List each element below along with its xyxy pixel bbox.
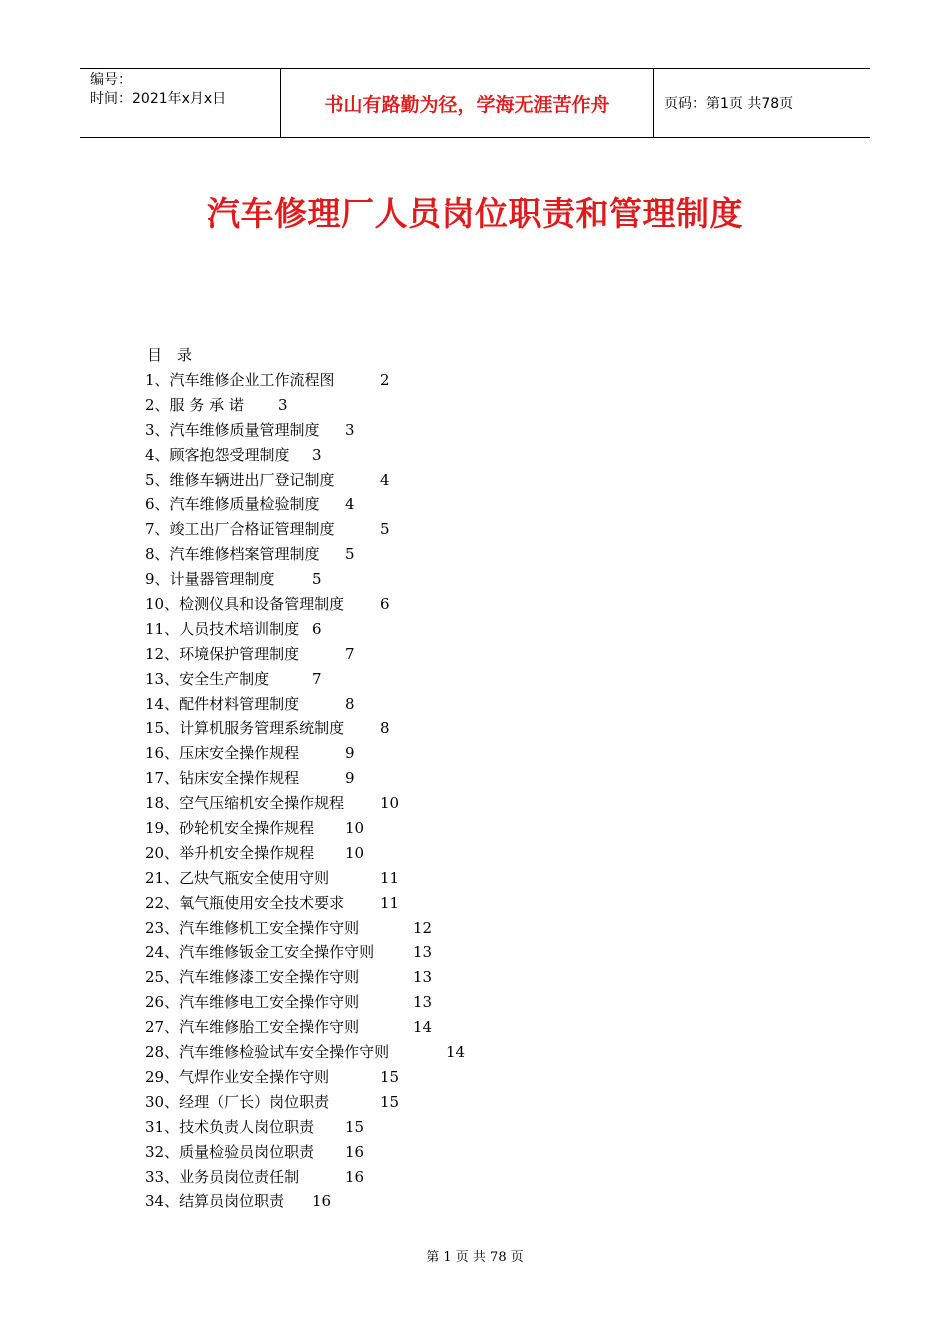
toc-item-number: 28、 xyxy=(145,1043,180,1062)
toc-item-number: 5、 xyxy=(145,470,170,489)
toc-item-page: 5 xyxy=(345,545,355,564)
toc-item-number: 1、 xyxy=(145,371,170,389)
document-date: 时间：2021年x月x日 xyxy=(90,91,227,107)
toc-item-title: 乙炔气瓶安全使用守则 xyxy=(179,868,330,887)
toc-item-title: 汽车维修质量管理制度 xyxy=(169,420,320,439)
toc-item-page: 10 xyxy=(345,843,365,862)
toc-item-title: 计量器管理制度 xyxy=(169,570,275,589)
toc-item xyxy=(145,1140,389,1165)
toc-item xyxy=(145,567,389,592)
toc-item xyxy=(145,542,389,567)
toc-item-title: 技术负责人岗位职责 xyxy=(179,1117,315,1136)
toc-item-page: 14 xyxy=(413,1018,433,1037)
toc-item xyxy=(145,1115,389,1140)
toc-item-title: 配件材料管理制度 xyxy=(179,694,300,713)
toc-item-page: 16 xyxy=(345,1167,365,1186)
toc-item-page: 2 xyxy=(380,371,390,389)
toc-item xyxy=(145,1065,400,1090)
toc-heading: 目 录 xyxy=(147,346,193,364)
toc-item-title: 汽车维修检验试车安全操作守则 xyxy=(179,1043,390,1062)
toc-item-page: 5 xyxy=(312,570,322,589)
toc-item-page: 8 xyxy=(345,694,355,713)
toc-item xyxy=(145,418,389,443)
toc-item-number: 8、 xyxy=(145,545,170,564)
toc-item-title: 钻床安全操作规程 xyxy=(179,769,300,788)
toc-item-number: 15、 xyxy=(145,719,180,738)
toc-item-number: 20、 xyxy=(145,843,180,862)
toc-item xyxy=(145,368,389,393)
toc-item-title: 气焊作业安全操作守则 xyxy=(179,1067,330,1086)
toc-item-title: 顾客抱怨受理制度 xyxy=(169,445,290,464)
toc-item-title: 检测仪具和设备管理制度 xyxy=(179,595,345,614)
document-number-label: 编号： xyxy=(90,72,132,88)
toc-item-page: 15 xyxy=(380,1092,400,1111)
toc-item-title: 服 务 承 诺 xyxy=(169,395,244,414)
toc-item-number: 6、 xyxy=(145,495,170,514)
header-meta-cell xyxy=(80,69,281,137)
toc-item-title: 砂轮机安全操作规程 xyxy=(179,819,315,838)
toc-item xyxy=(145,766,389,791)
toc-item-number: 29、 xyxy=(145,1067,180,1086)
toc-item-title: 空气压缩机安全操作规程 xyxy=(179,794,345,813)
toc-item-number: 14、 xyxy=(145,694,180,713)
toc-item-number: 16、 xyxy=(145,744,180,763)
toc-item-number: 21、 xyxy=(145,868,180,887)
toc-item-title: 汽车维修企业工作流程图 xyxy=(169,371,335,389)
toc-item-number: 18、 xyxy=(145,794,180,813)
toc-item-number: 26、 xyxy=(145,993,180,1012)
toc-item-page: 12 xyxy=(413,918,433,937)
toc-item-page: 14 xyxy=(446,1043,466,1062)
toc-item xyxy=(145,617,389,642)
toc-item-page: 13 xyxy=(413,968,433,987)
header-page-info: 页码：第1页 共78页 xyxy=(664,96,794,112)
toc-item-number: 9、 xyxy=(145,570,170,589)
toc-item-title: 举升机安全操作规程 xyxy=(179,843,315,862)
toc-item-number: 19、 xyxy=(145,819,180,838)
toc-item-number: 2、 xyxy=(145,395,170,414)
toc-item-number: 11、 xyxy=(145,619,180,638)
toc-item-number: 34、 xyxy=(145,1192,180,1211)
toc-item-title: 质量检验员岗位职责 xyxy=(179,1142,315,1161)
toc-item-title: 计算机服务管理系统制度 xyxy=(179,719,345,738)
toc-item-title: 竣工出厂合格证管理制度 xyxy=(169,520,335,539)
toc-item-number: 30、 xyxy=(145,1092,180,1111)
toc-item-page: 10 xyxy=(345,819,365,838)
toc-item-title: 结算员岗位职责 xyxy=(179,1192,285,1211)
toc-item-number: 22、 xyxy=(145,893,180,912)
toc-item-number: 24、 xyxy=(145,943,180,962)
toc-item-title: 汽车维修钣金工安全操作守则 xyxy=(179,943,375,962)
toc-item-page: 13 xyxy=(413,993,433,1012)
toc-item-title: 汽车维修电工安全操作守则 xyxy=(179,993,360,1012)
toc-item xyxy=(145,692,389,717)
toc-item xyxy=(145,791,400,816)
toc-item-page: 15 xyxy=(380,1067,400,1086)
toc-item xyxy=(145,1040,466,1065)
toc-item-page: 4 xyxy=(345,495,355,514)
toc-item xyxy=(145,841,389,866)
toc-item-page: 16 xyxy=(345,1142,365,1161)
toc-item-title: 汽车维修漆工安全操作守则 xyxy=(179,968,360,987)
toc-item-page: 3 xyxy=(345,420,355,439)
toc-item xyxy=(145,866,400,891)
toc-item-page: 6 xyxy=(312,619,322,638)
toc-item-number: 7、 xyxy=(145,520,170,539)
toc-item-number: 12、 xyxy=(145,644,180,663)
toc-item xyxy=(145,592,389,617)
toc-item-title: 汽车维修胎工安全操作守则 xyxy=(179,1018,360,1037)
toc-item xyxy=(145,517,389,542)
toc-item-page: 3 xyxy=(278,395,288,414)
toc-list xyxy=(145,368,466,1214)
page-header xyxy=(80,68,870,138)
toc-item-title: 汽车维修机工安全操作守则 xyxy=(179,918,360,937)
toc-item xyxy=(145,642,389,667)
toc-item-number: 23、 xyxy=(145,918,180,937)
toc-item xyxy=(145,1090,400,1115)
toc-item xyxy=(145,443,389,468)
toc-item-page: 3 xyxy=(312,445,322,464)
toc-item-number: 17、 xyxy=(145,769,180,788)
toc-item-title: 氧气瓶使用安全技术要求 xyxy=(179,893,345,912)
toc-item-title: 环境保护管理制度 xyxy=(179,644,300,663)
toc-item-title: 业务员岗位责任制 xyxy=(179,1167,300,1186)
toc-item-page: 9 xyxy=(345,744,355,763)
document-title: 汽车修理厂人员岗位职责和管理制度 xyxy=(207,194,743,233)
toc-item-number: 10、 xyxy=(145,595,180,614)
toc-item-page: 9 xyxy=(345,769,355,788)
toc-item-page: 11 xyxy=(380,893,400,912)
toc-item xyxy=(145,990,433,1015)
toc-item-title: 压床安全操作规程 xyxy=(179,744,300,763)
toc-item-title: 人员技术培训制度 xyxy=(179,619,300,638)
toc-item xyxy=(145,393,389,418)
toc-item xyxy=(145,940,433,965)
toc-item-number: 3、 xyxy=(145,420,170,439)
toc-item xyxy=(145,468,389,493)
toc-item-number: 33、 xyxy=(145,1167,180,1186)
toc-item xyxy=(145,667,389,692)
toc-item-number: 31、 xyxy=(145,1117,180,1136)
toc-item xyxy=(145,916,433,941)
toc-item-page: 7 xyxy=(312,669,322,688)
toc-item-page: 15 xyxy=(345,1117,365,1136)
toc-item-page: 13 xyxy=(413,943,433,962)
toc-item-number: 32、 xyxy=(145,1142,180,1161)
toc-item-title: 经理（厂长）岗位职责 xyxy=(179,1092,330,1111)
toc-item-page: 11 xyxy=(380,868,400,887)
toc-item-page: 16 xyxy=(312,1192,332,1211)
toc-item-title: 维修车辆进出厂登记制度 xyxy=(169,470,335,489)
page-footer: 第 1 页 共 78 页 xyxy=(426,1250,524,1265)
toc-item-title: 安全生产制度 xyxy=(179,669,270,688)
toc-item-page: 10 xyxy=(380,794,400,813)
toc-item-page: 8 xyxy=(380,719,390,738)
toc-item-title: 汽车维修质量检验制度 xyxy=(169,495,320,514)
toc-item-page: 7 xyxy=(345,644,355,663)
toc-item xyxy=(145,492,389,517)
toc-item xyxy=(145,741,389,766)
toc-item xyxy=(145,816,389,841)
header-motto: 书山有路勤为径，学海无涯苦作舟 xyxy=(281,69,654,137)
toc-item-title: 汽车维修档案管理制度 xyxy=(169,545,320,564)
toc-item-number: 4、 xyxy=(145,445,170,464)
toc-item xyxy=(145,1165,389,1190)
toc-item-number: 13、 xyxy=(145,669,180,688)
toc-item-number: 27、 xyxy=(145,1018,180,1037)
toc-item xyxy=(145,1189,389,1214)
toc-item-number: 25、 xyxy=(145,968,180,987)
toc-item xyxy=(145,716,389,741)
toc-item xyxy=(145,1015,433,1040)
toc-item-page: 6 xyxy=(380,595,390,614)
toc-item xyxy=(145,965,433,990)
table-of-contents xyxy=(145,343,466,1214)
toc-item xyxy=(145,891,400,916)
toc-item-page: 5 xyxy=(380,520,390,539)
toc-item-page: 4 xyxy=(380,470,390,489)
